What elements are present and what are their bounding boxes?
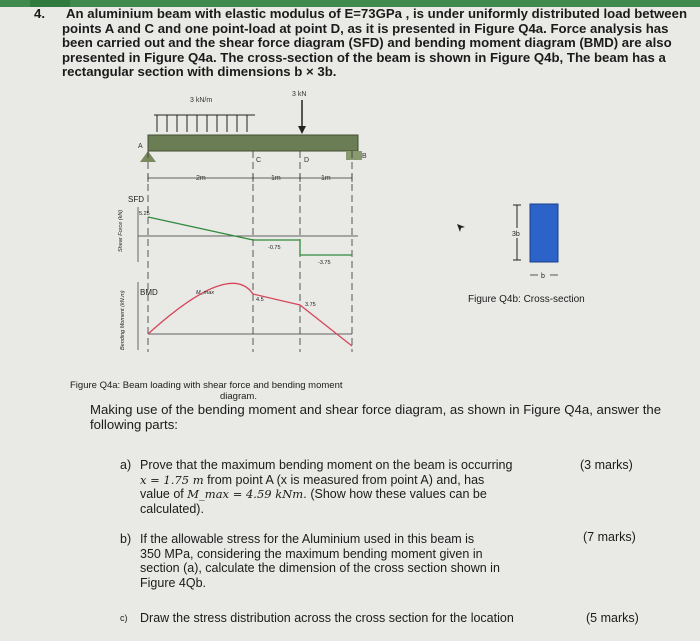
support-b: [346, 151, 362, 160]
point-b-label: B: [362, 153, 367, 160]
part-c: [120, 611, 590, 626]
cross-section: [530, 204, 558, 262]
sfd-axis-label: Shear Force (kN): [118, 209, 124, 252]
udl-arrows: [154, 115, 255, 132]
part-b-label: b): [120, 532, 132, 546]
sfd-value-mid: -0.75: [268, 245, 281, 251]
part-a-label: a): [120, 458, 132, 472]
figure-q4a-caption: [70, 380, 430, 402]
point-load-arrow: [298, 100, 306, 134]
width-label: b: [541, 273, 545, 280]
bmd-title: BMD: [140, 288, 158, 297]
part-a-line1: Prove that the maximum bending moment on the beam is occurring: [140, 458, 513, 472]
part-a-line3: [140, 487, 570, 502]
dim-db: 1m: [321, 175, 331, 182]
bmd-value-d: 3.75: [305, 302, 316, 308]
caption-line1: Figure Q4a: Beam loading with shear force and bending moment: [70, 380, 343, 391]
point-load-label: 3 kN: [292, 91, 307, 98]
beam: [148, 135, 358, 151]
part-a-line2: [140, 473, 570, 488]
part-c-marks: (5 marks): [586, 611, 639, 625]
point-c-label: C: [256, 157, 262, 164]
question-body: An aluminium beam with elastic modulus of E=73GPa , is under uniformly distributed load between points A and C and one point-load at point D, as it is presented in Figure Q4a. Force analysis has been carried out and the shear force diagram (SFD) and bending moment diagram (BMD) are also presented in Figure Q4a. The cross-section of the beam is shown in Figure Q4b, The beam has a rectangular section with dimensions b × 3b.: [62, 6, 688, 79]
point-d-label: D: [304, 157, 310, 164]
figure-q4a: [100, 82, 400, 382]
sfd-title: SFD: [128, 195, 144, 204]
dim-cd: 1m: [271, 175, 281, 182]
part-a-line3-post: (Show how these values can be: [306, 487, 487, 501]
part-a-line2-text: from point A (x is measured from point A) and, has: [203, 472, 485, 487]
part-a-line4: calculated).: [140, 501, 204, 516]
part-a-marks: (3 marks): [580, 458, 633, 472]
bmd-curve: [148, 283, 352, 346]
bmd-value-c: 4.5: [256, 297, 264, 303]
sfd-value-left: 5.25: [139, 211, 150, 217]
part-c-label: c): [120, 613, 128, 623]
part-a: [120, 458, 570, 516]
bmd-axis-label: Bending Moment (kN.m): [120, 290, 126, 350]
instructions: Making use of the bending moment and shear force diagram, as shown in Figure Q4a, answer the following parts:: [90, 402, 662, 432]
part-b-line2: 350 MPa, considering the maximum bending moment given in: [140, 546, 483, 561]
caption-line2: diagram.: [220, 391, 257, 402]
part-b-marks: (7 marks): [583, 530, 636, 544]
part-b-line3: section (a), calculate the dimension of the cross section shown in: [140, 561, 500, 575]
figure-q4b-caption: Figure Q4b: Cross-section: [468, 294, 585, 305]
height-label: 3b: [512, 231, 520, 238]
part-b-line4: Figure 4Qb.: [140, 575, 207, 590]
part-a-mmax: M_max = 4.59 kNm.: [187, 487, 307, 501]
point-a-label: A: [138, 143, 143, 150]
udl-label: 3 kN/m: [190, 97, 213, 104]
part-b-line1: If the allowable stress for the Aluminium used in this beam is: [140, 532, 475, 546]
figure-q4b: [500, 200, 590, 290]
dim-ac: 2m: [196, 175, 206, 182]
question-text: [34, 6, 692, 80]
question-number: 4.: [34, 6, 45, 21]
part-c-line1: Draw the stress distribution across the cross section for the location: [140, 611, 514, 625]
part-a-line3-pre: value of: [140, 487, 188, 501]
part-b: [120, 532, 570, 590]
part-a-x-value: x = 1.75 m: [140, 472, 204, 487]
sfd-value-right: -3.75: [318, 260, 331, 266]
pointer-icon: [455, 222, 467, 234]
bmd-value-max: M_max: [196, 290, 215, 296]
